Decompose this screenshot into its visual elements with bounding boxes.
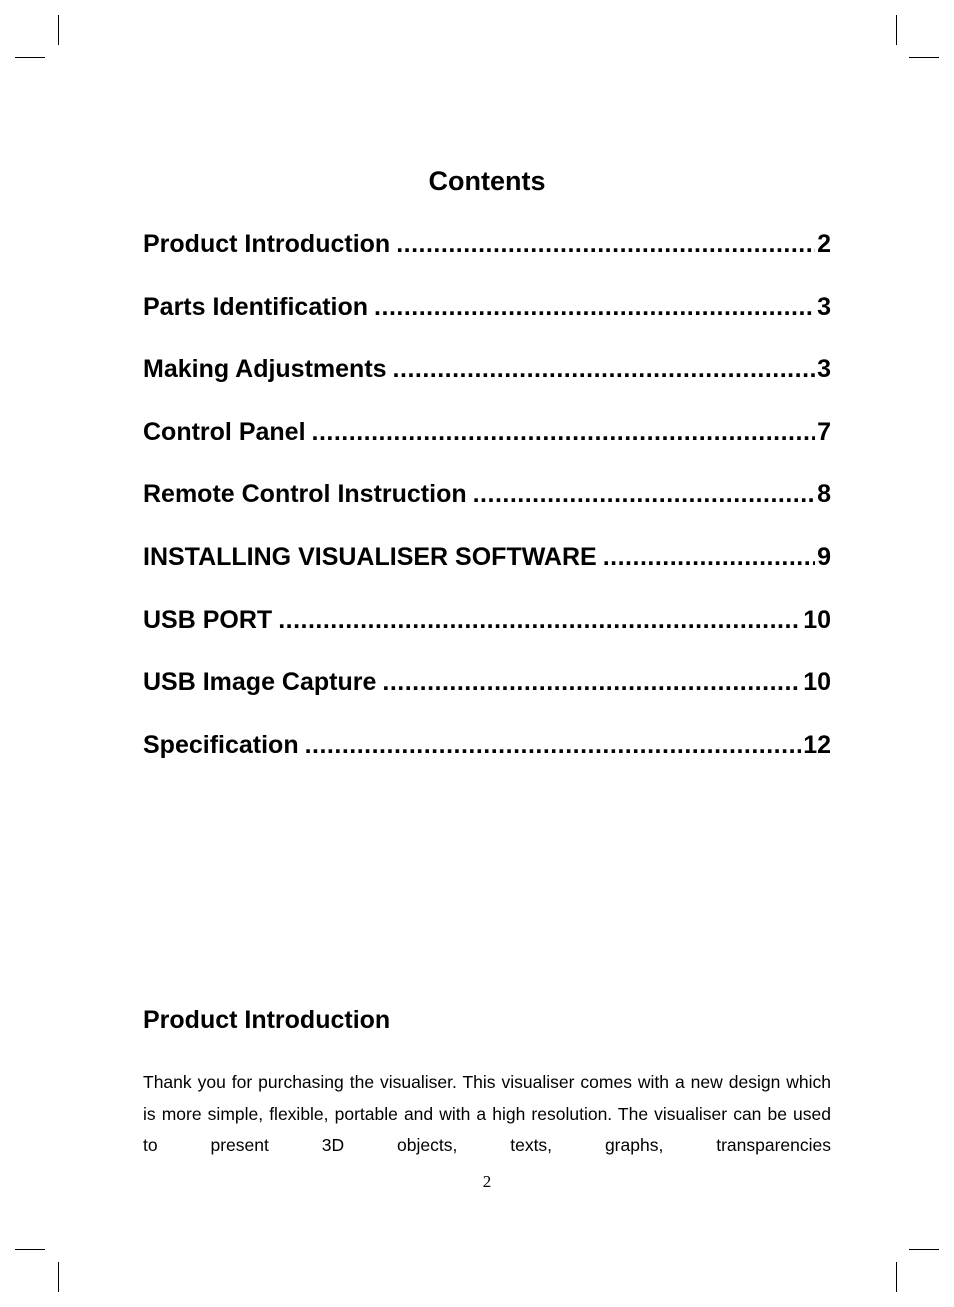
toc-entry-page: 10 [803, 668, 831, 697]
section-heading: Product Introduction [143, 1006, 391, 1034]
toc-entry-usb-port[interactable] [143, 604, 831, 667]
crop-mark [15, 57, 45, 58]
toc-entry-label: Remote Control Instruction [143, 480, 467, 509]
toc-entry-page: 7 [817, 417, 831, 446]
toc-entry-page: 8 [817, 480, 831, 509]
crop-mark [896, 15, 897, 45]
toc-entry-product-introduction[interactable] [143, 228, 831, 291]
toc-entry-installing-visualiser-software[interactable] [143, 541, 831, 604]
toc-leader-dots [396, 228, 815, 260]
toc-entry-label: Making Adjustments [143, 355, 387, 384]
toc-entry-label: Specification [143, 730, 299, 759]
toc-entry-page: 3 [817, 292, 831, 321]
toc-entry-label: INSTALLING VISUALISER SOFTWARE [143, 542, 597, 571]
toc-leader-dots [393, 353, 816, 385]
toc-leader-dots [312, 416, 816, 448]
toc-entry-label: Product Introduction [143, 230, 391, 258]
toc-leader-dots [382, 666, 801, 698]
crop-mark [58, 15, 59, 45]
toc-entry-control-panel[interactable] [143, 416, 831, 479]
toc-leader-dots [374, 291, 815, 323]
crop-mark [896, 1262, 897, 1292]
toc-leader-dots [278, 604, 801, 636]
crop-mark [909, 57, 939, 58]
toc-entry-page: 9 [817, 542, 831, 571]
crop-mark [58, 1262, 59, 1292]
toc-entry-usb-image-capture[interactable] [143, 666, 831, 729]
section-body-text: Thank you for purchasing the visualiser. This visualiser comes with a new design which is more simple, flexible, portable and with a high resolution. The visualiser can be used to present 3D objects, texts, graphs, transparencies [143, 1072, 831, 1155]
contents-title: Contents [428, 166, 546, 196]
toc-entry-label: Parts Identification [143, 292, 369, 321]
toc-leader-dots [473, 478, 815, 510]
toc-leader-dots [305, 729, 802, 761]
toc-entry-label: USB PORT [143, 605, 273, 634]
toc-leader-dots [603, 541, 815, 573]
table-of-contents [143, 228, 831, 791]
page-number: 2 [482, 1172, 492, 1191]
toc-entry-specification[interactable] [143, 729, 831, 792]
toc-entry-page: 12 [803, 730, 831, 759]
toc-entry-label: USB Image Capture [143, 668, 377, 697]
crop-mark [15, 1249, 45, 1250]
toc-entry-page: 3 [817, 355, 831, 384]
toc-entry-page: 10 [803, 605, 831, 634]
toc-entry-page: 2 [817, 230, 831, 258]
toc-entry-label: Control Panel [143, 417, 306, 446]
toc-entry-making-adjustments[interactable] [143, 353, 831, 416]
toc-entry-parts-identification[interactable] [143, 291, 831, 354]
toc-entry-remote-control-instruction[interactable] [143, 478, 831, 541]
crop-mark [909, 1249, 939, 1250]
